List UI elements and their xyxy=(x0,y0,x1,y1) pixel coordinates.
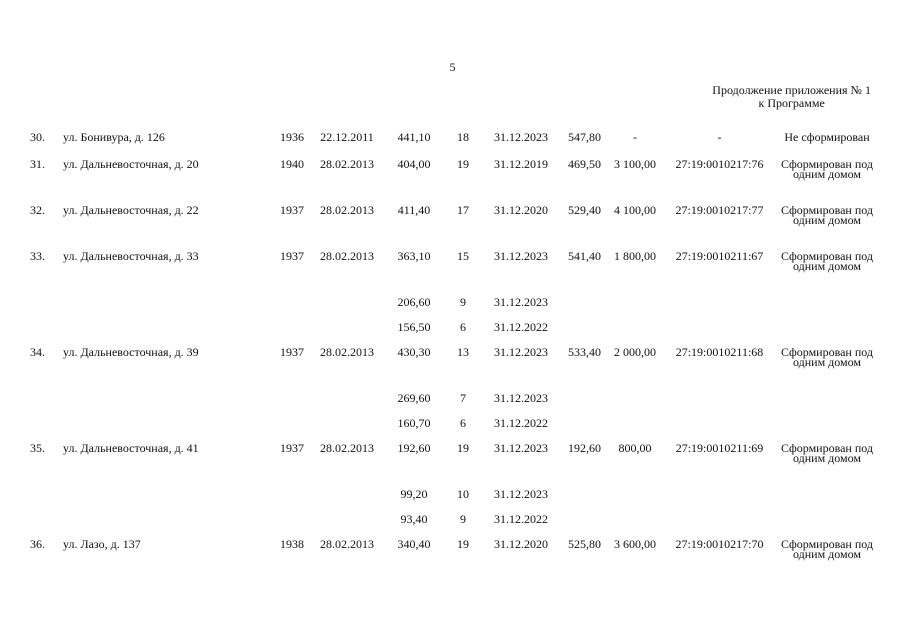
land-area-cell xyxy=(608,510,662,535)
land-area-cell: - xyxy=(633,130,637,144)
build-year-cell xyxy=(273,414,311,439)
appendix-note-line1: Продолжение приложения № 1 xyxy=(712,83,871,97)
table-subrow xyxy=(30,389,877,414)
emergency-date-cell: 28.02.2013 xyxy=(320,249,374,263)
cadastral-number-cell xyxy=(662,510,777,535)
planned-date-cell: 31.12.2022 xyxy=(494,416,548,430)
row-number xyxy=(30,318,63,343)
residents-count-cell: 7 xyxy=(460,391,466,405)
table-row xyxy=(30,343,877,389)
row-number: 31. xyxy=(30,157,45,171)
total-area-cell xyxy=(561,414,608,439)
table-row xyxy=(30,535,877,581)
build-year-cell: 1937 xyxy=(280,441,304,455)
address-cell: ул. Бонивура, д. 126 xyxy=(63,130,165,144)
appendix-note xyxy=(712,84,871,110)
cadastral-number-cell xyxy=(662,293,777,318)
planned-date-cell: 31.12.2019 xyxy=(494,157,548,171)
emergency-date-cell: 28.02.2013 xyxy=(320,537,374,551)
living-area-cell: 269,60 xyxy=(397,391,431,405)
living-area-cell: 340,40 xyxy=(397,537,431,551)
cadastral-number-cell xyxy=(662,389,777,414)
cadastral-number-cell xyxy=(662,485,777,510)
land-status-cell xyxy=(777,293,877,318)
residents-count-cell: 19 xyxy=(457,157,469,171)
total-area-cell: 529,40 xyxy=(568,203,601,217)
land-area-cell xyxy=(608,293,662,318)
page-number: 5 xyxy=(449,60,456,74)
row-number: 33. xyxy=(30,249,45,263)
land-area-cell xyxy=(608,485,662,510)
land-area-cell xyxy=(608,389,662,414)
build-year-cell: 1937 xyxy=(280,203,304,217)
build-year-cell xyxy=(273,510,311,535)
table-row xyxy=(30,201,877,247)
land-status-cell: Не сформирован xyxy=(784,130,870,144)
address-cell: ул. Лазо, д. 137 xyxy=(63,537,141,551)
total-area-cell: 525,80 xyxy=(568,537,601,551)
table-row xyxy=(30,247,877,293)
total-area-cell: 547,80 xyxy=(568,130,601,144)
housing-table-body xyxy=(30,128,877,581)
cadastral-number-cell xyxy=(662,318,777,343)
appendix-note-line2: к Программе xyxy=(758,96,825,110)
address-cell: ул. Дальневосточная, д. 22 xyxy=(63,203,199,217)
planned-date-cell: 31.12.2020 xyxy=(494,203,548,217)
land-status-cell: Сформирован под одним домом xyxy=(780,345,874,369)
land-area-cell: 2 000,00 xyxy=(614,345,656,359)
address-cell xyxy=(63,510,273,535)
table-subrow xyxy=(30,293,877,318)
emergency-date-cell: 28.02.2013 xyxy=(320,441,374,455)
planned-date-cell: 31.12.2023 xyxy=(494,295,548,309)
address-cell: ул. Дальневосточная, д. 39 xyxy=(63,345,199,359)
emergency-date-cell xyxy=(311,318,383,343)
planned-date-cell: 31.12.2022 xyxy=(494,320,548,334)
residents-count-cell: 10 xyxy=(457,487,469,501)
living-area-cell: 411,40 xyxy=(397,203,431,217)
cadastral-number-cell: - xyxy=(717,130,722,144)
cadastral-number-cell: 27:19:0010217:70 xyxy=(675,537,764,551)
emergency-date-cell: 28.02.2013 xyxy=(320,345,374,359)
land-area-cell xyxy=(608,414,662,439)
row-number xyxy=(30,485,63,510)
address-cell xyxy=(63,485,273,510)
cadastral-number-cell: 27:19:0010217:77 xyxy=(675,203,764,217)
living-area-cell: 192,60 xyxy=(397,441,431,455)
total-area-cell: 192,60 xyxy=(568,441,601,455)
housing-table xyxy=(30,128,877,581)
planned-date-cell: 31.12.2023 xyxy=(494,487,548,501)
residents-count-cell: 17 xyxy=(457,203,469,217)
land-area-cell: 800,00 xyxy=(618,441,652,455)
land-area-cell xyxy=(608,318,662,343)
land-status-cell: Сформирован под одним домом xyxy=(780,537,874,561)
build-year-cell: 1938 xyxy=(280,537,304,551)
planned-date-cell: 31.12.2023 xyxy=(494,249,548,263)
build-year-cell xyxy=(273,389,311,414)
emergency-date-cell: 28.02.2013 xyxy=(320,203,374,217)
land-status-cell xyxy=(777,485,877,510)
residents-count-cell: 19 xyxy=(457,441,469,455)
table-subrow xyxy=(30,485,877,510)
address-cell xyxy=(63,293,273,318)
emergency-date-cell xyxy=(311,485,383,510)
cadastral-number-cell: 27:19:0010211:67 xyxy=(675,249,764,263)
total-area-cell: 541,40 xyxy=(568,249,601,263)
build-year-cell: 1937 xyxy=(280,345,304,359)
land-status-cell: Сформирован под одним домом xyxy=(780,249,874,273)
land-area-cell: 3 600,00 xyxy=(614,537,656,551)
residents-count-cell: 6 xyxy=(460,416,466,430)
living-area-cell: 206,60 xyxy=(397,295,431,309)
residents-count-cell: 13 xyxy=(457,345,469,359)
address-cell xyxy=(63,318,273,343)
build-year-cell: 1940 xyxy=(280,157,304,171)
total-area-cell xyxy=(561,389,608,414)
row-number: 36. xyxy=(30,537,45,551)
living-area-cell: 430,30 xyxy=(397,345,431,359)
row-number: 30. xyxy=(30,130,45,144)
living-area-cell: 404,00 xyxy=(397,157,431,171)
total-area-cell: 469,50 xyxy=(568,157,601,171)
build-year-cell: 1936 xyxy=(280,130,304,144)
living-area-cell: 93,40 xyxy=(400,512,428,526)
address-cell: ул. Дальневосточная, д. 41 xyxy=(63,441,199,455)
planned-date-cell: 31.12.2020 xyxy=(494,537,548,551)
land-area-cell: 1 800,00 xyxy=(614,249,656,263)
total-area-cell: 533,40 xyxy=(568,345,601,359)
residents-count-cell: 18 xyxy=(457,130,469,144)
cadastral-number-cell: 27:19:0010211:68 xyxy=(675,345,764,359)
row-number xyxy=(30,293,63,318)
emergency-date-cell: 22.12.2011 xyxy=(320,130,374,144)
land-area-cell: 4 100,00 xyxy=(614,203,656,217)
residents-count-cell: 9 xyxy=(460,512,466,526)
total-area-cell xyxy=(561,293,608,318)
total-area-cell xyxy=(561,485,608,510)
land-area-cell: 3 100,00 xyxy=(614,157,656,171)
planned-date-cell: 31.12.2022 xyxy=(494,512,548,526)
address-cell: ул. Дальневосточная, д. 33 xyxy=(63,249,199,263)
total-area-cell xyxy=(561,318,608,343)
land-status-cell xyxy=(777,389,877,414)
address-cell xyxy=(63,389,273,414)
row-number xyxy=(30,414,63,439)
emergency-date-cell xyxy=(311,414,383,439)
total-area-cell xyxy=(561,510,608,535)
emergency-date-cell xyxy=(311,293,383,318)
build-year-cell xyxy=(273,485,311,510)
land-status-cell xyxy=(777,318,877,343)
cadastral-number-cell xyxy=(662,414,777,439)
build-year-cell xyxy=(273,293,311,318)
row-number xyxy=(30,389,63,414)
planned-date-cell: 31.12.2023 xyxy=(494,441,548,455)
address-cell xyxy=(63,414,273,439)
row-number: 32. xyxy=(30,203,45,217)
address-cell: ул. Дальневосточная, д. 20 xyxy=(63,157,199,171)
living-area-cell: 99,20 xyxy=(400,487,428,501)
residents-count-cell: 6 xyxy=(460,320,466,334)
table-row xyxy=(30,128,877,155)
planned-date-cell: 31.12.2023 xyxy=(494,130,548,144)
emergency-date-cell xyxy=(311,510,383,535)
residents-count-cell: 19 xyxy=(457,537,469,551)
build-year-cell xyxy=(273,318,311,343)
cadastral-number-cell: 27:19:0010217:76 xyxy=(675,157,764,171)
residents-count-cell: 9 xyxy=(460,295,466,309)
land-status-cell: Сформирован под одним домом xyxy=(780,441,874,465)
table-row xyxy=(30,155,877,201)
land-status-cell: Сформирован под одним домом xyxy=(780,203,874,227)
table-subrow xyxy=(30,414,877,439)
planned-date-cell: 31.12.2023 xyxy=(494,345,548,359)
living-area-cell: 160,70 xyxy=(397,416,431,430)
build-year-cell: 1937 xyxy=(280,249,304,263)
table-row xyxy=(30,439,877,485)
cadastral-number-cell: 27:19:0010211:69 xyxy=(675,441,764,455)
row-number: 35. xyxy=(30,441,45,455)
row-number: 34. xyxy=(30,345,45,359)
emergency-date-cell: 28.02.2013 xyxy=(320,157,374,171)
land-status-cell xyxy=(777,510,877,535)
land-status-cell xyxy=(777,414,877,439)
residents-count-cell: 15 xyxy=(457,249,469,263)
emergency-date-cell xyxy=(311,389,383,414)
row-number xyxy=(30,510,63,535)
table-subrow xyxy=(30,318,877,343)
planned-date-cell: 31.12.2023 xyxy=(494,391,548,405)
living-area-cell: 156,50 xyxy=(397,320,431,334)
living-area-cell: 363,10 xyxy=(397,249,431,263)
table-subrow xyxy=(30,510,877,535)
land-status-cell: Сформирован под одним домом xyxy=(780,157,874,181)
living-area-cell: 441,10 xyxy=(397,130,431,144)
